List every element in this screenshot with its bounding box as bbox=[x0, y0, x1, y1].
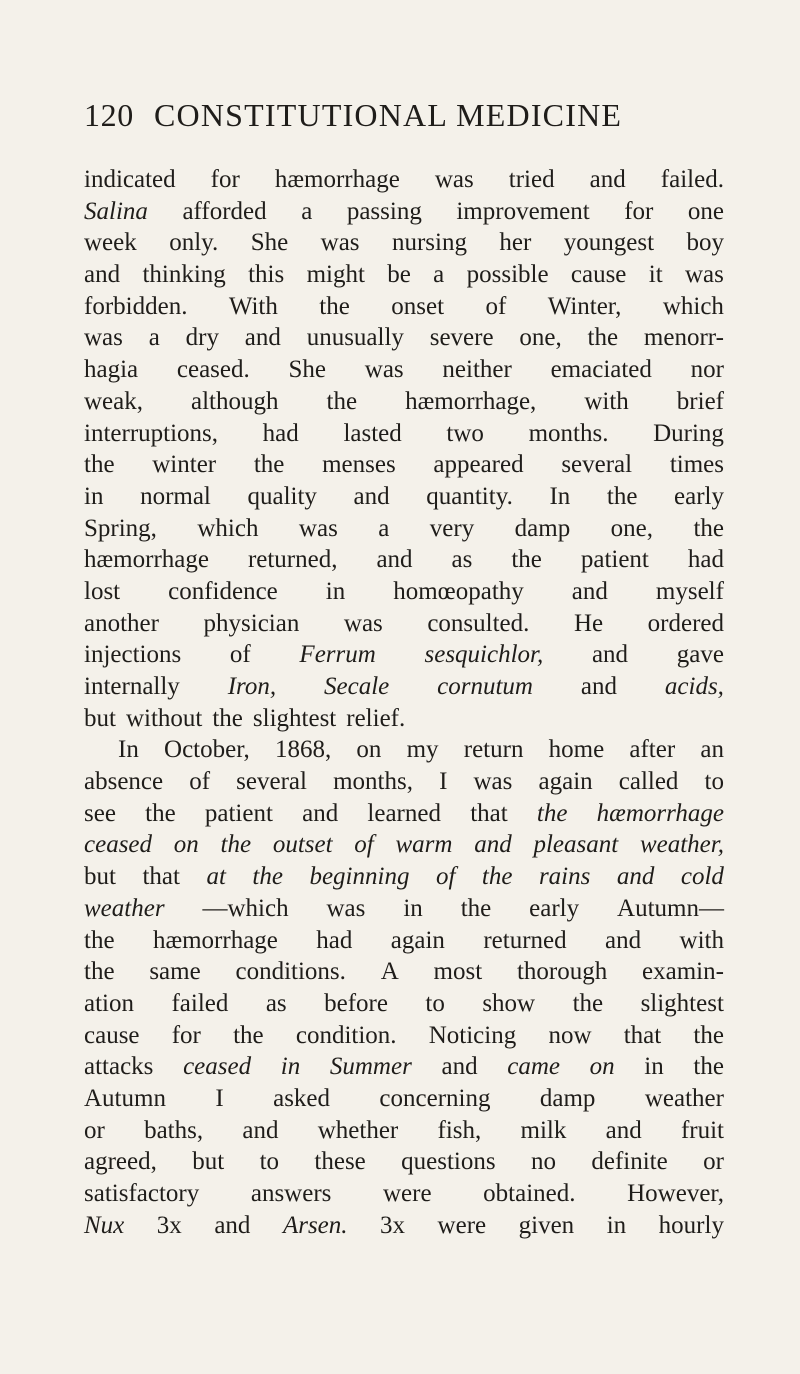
text-word: no bbox=[530, 1148, 556, 1176]
text-line bbox=[84, 703, 724, 735]
text-word: indicated bbox=[84, 166, 176, 193]
text-word: youngest bbox=[563, 229, 655, 257]
text-word: menorr- bbox=[643, 324, 724, 352]
text-word: the bbox=[511, 546, 542, 574]
text-word: see bbox=[84, 799, 116, 827]
text-word: but bbox=[192, 1148, 225, 1176]
text-word: patient bbox=[204, 799, 273, 827]
text-word: two bbox=[446, 419, 484, 447]
text-word: quality bbox=[247, 482, 317, 510]
text-word: to bbox=[425, 989, 445, 1017]
text-word: was bbox=[364, 356, 404, 384]
text-word: thinking bbox=[142, 261, 226, 289]
text-word: emaciated bbox=[550, 356, 652, 384]
text-word: of bbox=[485, 292, 507, 320]
text-word: had bbox=[316, 926, 353, 954]
text-word: failed. bbox=[660, 166, 724, 193]
text-word: in bbox=[644, 1053, 664, 1081]
text-word: hagia bbox=[84, 356, 139, 384]
text-word: questions bbox=[401, 1148, 496, 1176]
text-word: and bbox=[589, 166, 626, 193]
text-word: obtained. bbox=[483, 1180, 576, 1207]
text-word: She bbox=[288, 356, 327, 384]
text-line bbox=[84, 798, 724, 830]
text-word: agreed, bbox=[84, 1148, 157, 1176]
text-word: in bbox=[606, 1211, 627, 1239]
text-line bbox=[84, 291, 724, 323]
text-word: learned bbox=[367, 799, 441, 827]
text-word: ation bbox=[84, 989, 134, 1017]
text-word: with bbox=[584, 387, 629, 415]
text-word: patient bbox=[580, 546, 649, 574]
text-word: consulted. bbox=[427, 609, 530, 637]
text-word: was bbox=[298, 514, 338, 542]
text-word: possible bbox=[466, 261, 549, 289]
text-word: homœopathy bbox=[393, 577, 524, 605]
text-word: acids, bbox=[664, 673, 724, 700]
text-word: again bbox=[538, 768, 593, 796]
text-word: return bbox=[463, 736, 524, 764]
text-line bbox=[84, 1051, 724, 1083]
text-word: came bbox=[507, 1053, 560, 1081]
text-word: Winter, bbox=[547, 292, 622, 320]
text-word: was bbox=[84, 324, 123, 352]
text-word: it bbox=[648, 261, 663, 289]
text-word: returned, bbox=[247, 546, 338, 574]
text-word: myself bbox=[655, 577, 724, 605]
text-word: the bbox=[145, 799, 176, 827]
text-word: and bbox=[244, 324, 281, 352]
text-word: internally bbox=[84, 673, 180, 700]
text-word: after bbox=[629, 736, 676, 764]
running-title: CONSTITUTIONAL MEDICINE bbox=[154, 97, 623, 133]
text-word: a bbox=[378, 514, 390, 542]
text-word: ordered bbox=[647, 609, 724, 637]
text-word: was bbox=[434, 166, 474, 193]
text-line bbox=[84, 544, 724, 576]
text-word: outset bbox=[272, 831, 333, 859]
text-word: months, bbox=[333, 768, 413, 796]
text-word: weather bbox=[644, 1084, 724, 1112]
text-word: before bbox=[324, 989, 388, 1017]
text-word: for bbox=[624, 197, 654, 225]
text-word: only. bbox=[169, 229, 219, 257]
text-word: the bbox=[319, 292, 350, 320]
text-word: passing bbox=[346, 197, 422, 225]
text-word: without bbox=[125, 704, 203, 732]
text-word: slightest bbox=[640, 989, 724, 1017]
text-line bbox=[84, 766, 724, 798]
text-word: physician bbox=[203, 609, 300, 637]
text-word: and bbox=[605, 1116, 642, 1144]
text-word: and bbox=[302, 799, 339, 827]
text-word: was bbox=[343, 609, 383, 637]
text-word: and bbox=[591, 641, 629, 669]
text-word: the bbox=[606, 482, 638, 510]
text-line bbox=[84, 322, 724, 354]
text-word: gave bbox=[676, 641, 724, 669]
text-word: cornutum bbox=[437, 673, 533, 700]
text-line bbox=[84, 1178, 724, 1210]
text-line bbox=[84, 671, 724, 703]
text-word: In bbox=[549, 482, 571, 510]
text-word: afforded bbox=[182, 197, 267, 225]
text-word: boy bbox=[686, 229, 724, 257]
text-word: in bbox=[84, 482, 104, 510]
text-line bbox=[84, 196, 724, 228]
text-word: I bbox=[439, 768, 448, 796]
text-word: a bbox=[433, 261, 445, 289]
text-word: hæmorrhage bbox=[84, 546, 209, 574]
text-word: tried bbox=[508, 166, 555, 193]
text-word: and bbox=[84, 261, 121, 289]
text-word: on bbox=[589, 1053, 615, 1081]
text-word: cause bbox=[570, 261, 627, 289]
text-word: interruptions, bbox=[84, 419, 219, 447]
text-word: quantity. bbox=[426, 482, 513, 510]
text-word: a bbox=[148, 324, 160, 352]
text-word: Arsen. bbox=[282, 1211, 348, 1239]
text-line bbox=[84, 386, 724, 418]
text-word: the bbox=[572, 989, 604, 1017]
text-word: —which bbox=[202, 894, 289, 922]
text-word: thorough bbox=[516, 958, 608, 986]
text-word: a bbox=[301, 197, 313, 225]
text-word: had bbox=[687, 546, 724, 574]
text-word: one bbox=[687, 197, 724, 225]
text-word: but bbox=[84, 704, 116, 732]
text-line bbox=[84, 608, 724, 640]
text-word: hæmorrhage, bbox=[405, 387, 537, 415]
text-line bbox=[84, 164, 724, 196]
text-word: Summer bbox=[329, 1053, 412, 1081]
text-word: the bbox=[233, 1021, 264, 1049]
text-line bbox=[84, 956, 724, 988]
text-word: the bbox=[693, 1053, 724, 1081]
text-line bbox=[84, 1146, 724, 1178]
text-word: baths, bbox=[144, 1116, 204, 1144]
text-word: returned bbox=[483, 926, 567, 954]
text-word: confidence bbox=[168, 577, 278, 605]
text-word: that bbox=[142, 863, 180, 891]
text-word: milk bbox=[520, 1116, 567, 1144]
text-word: that bbox=[623, 1021, 662, 1049]
text-word: Autumn bbox=[84, 1084, 166, 1112]
text-word: as bbox=[451, 546, 473, 574]
text-word: months. bbox=[528, 419, 609, 447]
text-word: onset bbox=[391, 292, 445, 320]
text-line bbox=[84, 418, 724, 450]
text-word: were bbox=[382, 1180, 432, 1207]
text-word: these bbox=[314, 1148, 366, 1176]
text-word: which bbox=[662, 292, 724, 320]
text-word: at bbox=[206, 863, 226, 891]
text-word: weather bbox=[84, 894, 165, 922]
text-word: which bbox=[197, 514, 259, 542]
text-word: to bbox=[704, 768, 724, 796]
text-word: slightest bbox=[252, 704, 337, 732]
text-word: fruit bbox=[680, 1116, 724, 1144]
text-word: one, bbox=[610, 514, 653, 542]
text-word: and bbox=[441, 1053, 478, 1081]
text-word: During bbox=[653, 419, 724, 447]
text-word: ceased bbox=[84, 831, 153, 859]
text-line bbox=[84, 354, 724, 386]
text-word: pleasant bbox=[533, 831, 619, 859]
text-word: the bbox=[253, 451, 285, 479]
text-word: very bbox=[429, 514, 475, 542]
text-word: However, bbox=[627, 1180, 724, 1207]
text-word: She bbox=[250, 229, 289, 257]
text-word: definite bbox=[591, 1148, 668, 1176]
text-word: of bbox=[354, 831, 374, 859]
text-word: Salina bbox=[84, 197, 148, 225]
text-word: was bbox=[684, 261, 724, 289]
text-word: answers bbox=[250, 1180, 332, 1207]
text-word: cold bbox=[680, 863, 724, 891]
text-line bbox=[84, 1115, 724, 1147]
text-word: whether bbox=[317, 1116, 399, 1144]
text-line bbox=[84, 513, 724, 545]
text-word: Secale bbox=[324, 673, 390, 700]
text-word: same bbox=[149, 958, 201, 986]
text-word: the bbox=[326, 387, 358, 415]
text-word: sesquichlor, bbox=[424, 641, 544, 669]
text-word: her bbox=[499, 229, 532, 257]
text-word: failed bbox=[171, 989, 229, 1017]
text-word: lost bbox=[84, 577, 121, 605]
text-word: an bbox=[700, 736, 724, 764]
text-word: the bbox=[84, 958, 115, 986]
text-word: of bbox=[229, 641, 251, 669]
text-word: dry bbox=[185, 324, 219, 352]
text-word: nursing bbox=[391, 229, 467, 257]
text-word: 3x bbox=[380, 1211, 406, 1239]
body-text bbox=[84, 164, 724, 1241]
text-word: nor bbox=[690, 356, 724, 384]
text-word: improvement bbox=[456, 197, 590, 225]
text-word: severe bbox=[429, 324, 494, 352]
text-word: this bbox=[248, 261, 285, 289]
text-word: In bbox=[118, 736, 139, 764]
text-word: the bbox=[212, 704, 243, 732]
text-word: concerning bbox=[379, 1084, 491, 1112]
text-word: injections bbox=[84, 641, 182, 669]
text-word: hæmorrhage bbox=[274, 166, 400, 193]
text-word: and bbox=[571, 577, 608, 605]
text-word: With bbox=[228, 292, 278, 320]
page-number: 120 bbox=[84, 97, 134, 133]
text-word: warm bbox=[395, 831, 453, 859]
text-word: damp bbox=[539, 1084, 596, 1112]
text-word: 1868, bbox=[274, 736, 332, 764]
text-word: attacks bbox=[84, 1053, 154, 1081]
text-word: Nux bbox=[84, 1211, 125, 1239]
text-word: ceased. bbox=[176, 356, 250, 384]
text-word: called bbox=[618, 768, 679, 796]
text-word: October, bbox=[164, 736, 250, 764]
text-word: A bbox=[380, 958, 399, 986]
text-word: asked bbox=[273, 1084, 331, 1112]
text-word: Spring, bbox=[84, 514, 157, 542]
text-word: might bbox=[306, 261, 365, 289]
text-word: Ferrum bbox=[299, 641, 376, 669]
text-line bbox=[84, 639, 724, 671]
text-word: although bbox=[191, 387, 279, 415]
text-word: the bbox=[536, 799, 568, 827]
text-word: and bbox=[580, 673, 617, 700]
text-word: on bbox=[356, 736, 382, 764]
text-word: and bbox=[214, 1211, 251, 1239]
text-word: of bbox=[189, 768, 211, 796]
text-word: or bbox=[84, 1116, 105, 1144]
text-word: that bbox=[470, 799, 508, 827]
text-word: my bbox=[406, 736, 439, 764]
text-word: on bbox=[173, 831, 199, 859]
text-word: cause bbox=[84, 1021, 140, 1049]
text-word: for bbox=[210, 166, 240, 193]
text-word: examin- bbox=[642, 958, 724, 986]
text-word: for bbox=[171, 1021, 201, 1049]
text-word: several bbox=[236, 768, 307, 796]
text-word: lasted bbox=[343, 419, 402, 447]
text-word: most bbox=[433, 958, 483, 986]
text-word: the bbox=[220, 831, 252, 859]
text-word: the bbox=[252, 863, 283, 891]
text-word: of bbox=[435, 863, 456, 891]
text-line bbox=[84, 988, 724, 1020]
text-word: week bbox=[84, 229, 137, 257]
text-line bbox=[84, 734, 724, 766]
text-word: brief bbox=[676, 387, 724, 415]
text-word: was bbox=[326, 894, 366, 922]
text-line bbox=[84, 259, 724, 291]
text-word: He bbox=[573, 609, 604, 637]
text-word: home bbox=[548, 736, 605, 764]
text-word: condition. bbox=[295, 1021, 397, 1049]
text-word: given bbox=[518, 1211, 575, 1239]
text-word: the bbox=[693, 1021, 724, 1049]
text-word: Autumn— bbox=[617, 894, 724, 922]
text-word: the bbox=[481, 863, 513, 891]
text-word: the bbox=[84, 451, 115, 479]
text-word: 3x bbox=[156, 1211, 182, 1239]
text-line bbox=[84, 576, 724, 608]
text-line bbox=[84, 893, 724, 925]
text-word: the bbox=[460, 894, 492, 922]
text-word: Iron, bbox=[227, 673, 277, 700]
text-word: were bbox=[437, 1211, 487, 1239]
text-word: hæmorrhage bbox=[152, 926, 278, 954]
text-word: show bbox=[482, 989, 536, 1017]
text-word: to bbox=[259, 1148, 280, 1176]
text-line bbox=[84, 481, 724, 513]
text-word: as bbox=[265, 989, 287, 1017]
text-word: with bbox=[679, 926, 724, 954]
text-line bbox=[84, 829, 724, 861]
text-line bbox=[84, 925, 724, 957]
text-word: times bbox=[669, 451, 724, 479]
text-word: hourly bbox=[658, 1211, 724, 1239]
running-header bbox=[84, 97, 724, 141]
text-word: in bbox=[403, 894, 423, 922]
text-word: rains bbox=[538, 863, 591, 891]
text-line bbox=[84, 1210, 724, 1242]
text-line bbox=[84, 227, 724, 259]
text-word: and bbox=[242, 1116, 279, 1144]
text-word: forbidden. bbox=[84, 292, 188, 320]
text-word: or bbox=[703, 1148, 724, 1176]
text-line bbox=[84, 449, 724, 481]
text-word: but bbox=[84, 863, 116, 891]
text-word: fish, bbox=[437, 1116, 482, 1144]
text-word: Noticing bbox=[428, 1021, 517, 1049]
text-word: the bbox=[84, 926, 115, 954]
text-word: had bbox=[262, 419, 299, 447]
text-word: normal bbox=[140, 482, 211, 510]
text-word: in bbox=[280, 1053, 301, 1081]
text-word: one, bbox=[519, 324, 562, 352]
text-word: I bbox=[215, 1084, 224, 1112]
text-word: was bbox=[473, 768, 513, 796]
text-word: weather, bbox=[639, 831, 724, 859]
text-word: another bbox=[84, 609, 159, 637]
text-word: and bbox=[605, 926, 642, 954]
text-word: hæmorrhage bbox=[596, 799, 724, 827]
text-word: ceased bbox=[183, 1053, 252, 1081]
text-word: neither bbox=[442, 356, 512, 384]
text-word: weak, bbox=[84, 387, 143, 415]
text-word: satisfactory bbox=[84, 1180, 200, 1207]
text-word: and bbox=[353, 482, 390, 510]
text-word: the bbox=[693, 514, 724, 542]
text-word: and bbox=[376, 546, 413, 574]
text-word: beginning bbox=[309, 863, 410, 891]
text-word: was bbox=[320, 229, 360, 257]
text-word: damp bbox=[514, 514, 571, 542]
text-word: now bbox=[548, 1021, 592, 1049]
text-word: several bbox=[561, 451, 633, 479]
text-word: the bbox=[587, 324, 619, 352]
text-word: be bbox=[387, 261, 411, 289]
text-word: unusually bbox=[306, 324, 404, 352]
text-line bbox=[84, 1083, 724, 1115]
text-word: conditions. bbox=[235, 958, 346, 986]
text-word: early bbox=[529, 894, 580, 922]
text-word: appeared bbox=[433, 451, 524, 479]
text-word: relief. bbox=[346, 704, 406, 732]
text-word: absence bbox=[84, 768, 164, 796]
text-word: again bbox=[390, 926, 445, 954]
text-word: in bbox=[325, 577, 346, 605]
text-line bbox=[84, 1020, 724, 1052]
text-word: menses bbox=[322, 451, 396, 479]
text-word: winter bbox=[152, 451, 217, 479]
text-word: early bbox=[674, 482, 724, 510]
text-word: and bbox=[474, 831, 512, 859]
text-line bbox=[84, 861, 724, 893]
text-word: and bbox=[616, 863, 655, 891]
